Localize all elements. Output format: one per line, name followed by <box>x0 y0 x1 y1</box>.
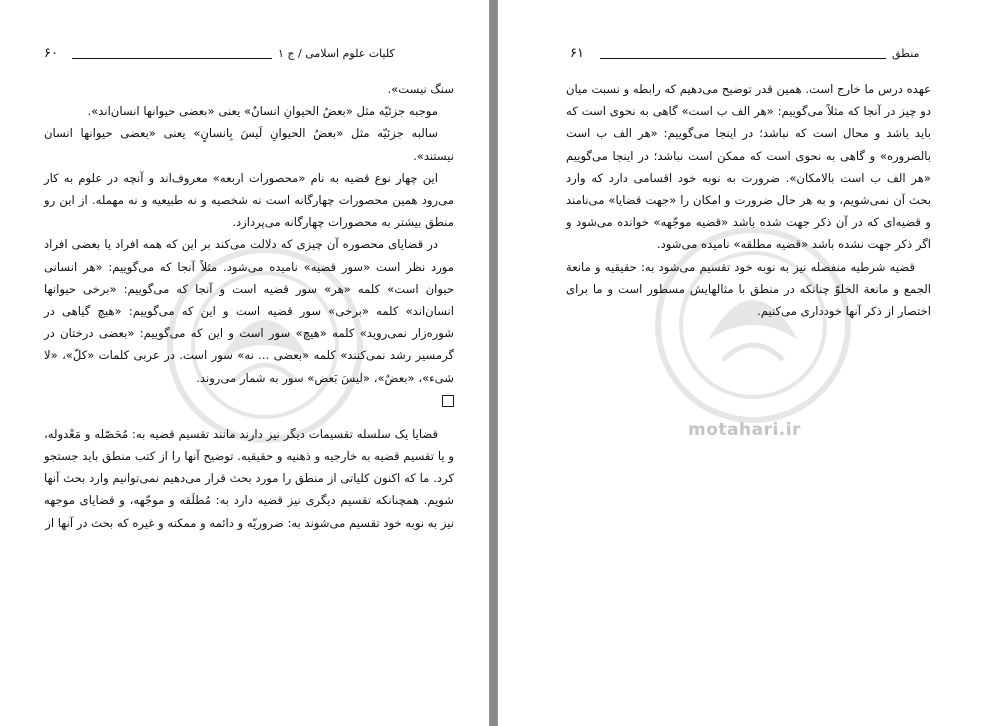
paragraph: این چهار نوع قضیه به نام «محصورات اربعه» معروف‌اند و آنچه در علوم به کار می‌رود همین محصورات چهارگانه است نه شخصیه و نه طبیعیه و نه مهمله. از این رو منطق بیشتر به محصورات چهارگانه می‌پردازد. <box>44 170 454 230</box>
section-end-square-icon <box>442 395 454 407</box>
paragraph: سنگ نیست». <box>387 82 454 96</box>
left-page <box>0 0 490 726</box>
paragraph: قضایا یک سلسله تقسیمات دیگر نیز دارند مانند تقسیم قضیه به: مُحَصّله و مَعْدوله، و یا تقسیم قضیه به خارجیه و ذهنیه و حقیقیه. توضیح آنها را از کتب منطق باید جستجو کرد. ما که اکنون کلیاتی از منطق را مورد بحث قرار می‌دهیم نمی‌توانیم وارد بحث آنها شویم. همچنانکه تقسیم دیگری نیز قضیه دارد به: مُطلَقه و موجّهه، و قضایای موجهه نیز به نوبه خود تقسیم می‌شوند به: ضروریّه و دائمه و ممکنه و غیره که بحث در آنها از <box>44 426 454 530</box>
header-rule <box>72 58 272 59</box>
paragraph: عهده درس ما خارج است. همین قدر توضیح می‌دهیم که رابطه و نسبت میان دو چیز در آنجا که مثلاً می‌گوییم: «هر الف ب است» گاهی به نحوی است که باید باشد و محال است که نباشد؛ در اینجا می‌گوییم: «هر الف ب است بالضروره» و گاهی به نحوی است که ممکن است نباشد؛ در اینجا می‌گوییم «هر الف ب است بالامکان». ضرورت به نوبه خود اقسامی دارد که وارد بحث آن نمی‌شویم، و به هر حال ضرورت و امکان را «جهت قضایا» می‌نامند و قضیه‌ای که در آن ذکر جهت شده باشد «قضیه موجّهه» خوانده می‌شود و اگر ذکر جهت نشده باشد «قضیه مطلقه» نامیده می‌شود. <box>566 82 931 252</box>
left-page-header <box>44 46 454 68</box>
paragraph: قضیه شرطیه منفصله نیز به نوبه خود تقسیم می‌شود به: حقیقیه و مانعة الجمع و مانعة الخلوّ چنانکه در منطق با مثالهایش مسطور است و ما برای اختصار از ذکر آنها خودداری می‌کنیم. <box>566 259 931 319</box>
running-title: منطق <box>892 47 920 60</box>
right-page <box>497 0 987 726</box>
page-number: ۶۱ <box>570 46 584 61</box>
header-rule <box>600 58 886 59</box>
running-title: کلیات علوم اسلامی / ج ۱ <box>278 47 395 60</box>
right-page-body <box>566 78 931 322</box>
paragraph: در قضایای محصوره آن چیزی که دلالت می‌کند بر این که همه افراد یا بعضی افراد مورد نظر است «سور قضیه» نامیده می‌شود. مثلاً آنجا که می‌گوییم: «هر انسانی حیوان است» کلمه «هر» سور قضیه است و آنجا که می‌گوییم: «برخی حیوانها انسان‌اند» کلمه «برخی» سور قضیه است و این که می‌گوییم: «هیچ گیاهی در شورەزار نمی‌روید» کلمه «هیچ» سور است و این که می‌گوییم: «بعضی درختان در گرمسیر رشد نمی‌کنند» کلمه «بعضی ... نه» سور است. در عربی کلمات «کلّ»، «لا شیء»، «بعضٌ»، «لیسَ بَعض» سور به شمار می‌روند. <box>44 237 454 385</box>
left-page-body <box>44 78 454 534</box>
right-page-header <box>566 46 931 68</box>
page-number: ۶۰ <box>44 46 58 61</box>
watermark-url: motahari.ir <box>688 420 801 440</box>
paragraph: موجبه جزئیّه مثل «بعضُ الحیوانِ انسانٌ» یعنی «بعضی حیوانها انسان‌اند». <box>87 104 438 119</box>
paragraph: سالبه جزئیّه مثل «بعضُ الحیوانِ لَیسَ بِانسانٍ» یعنی «بعضی حیوانها انسان نیستند». <box>44 126 454 163</box>
